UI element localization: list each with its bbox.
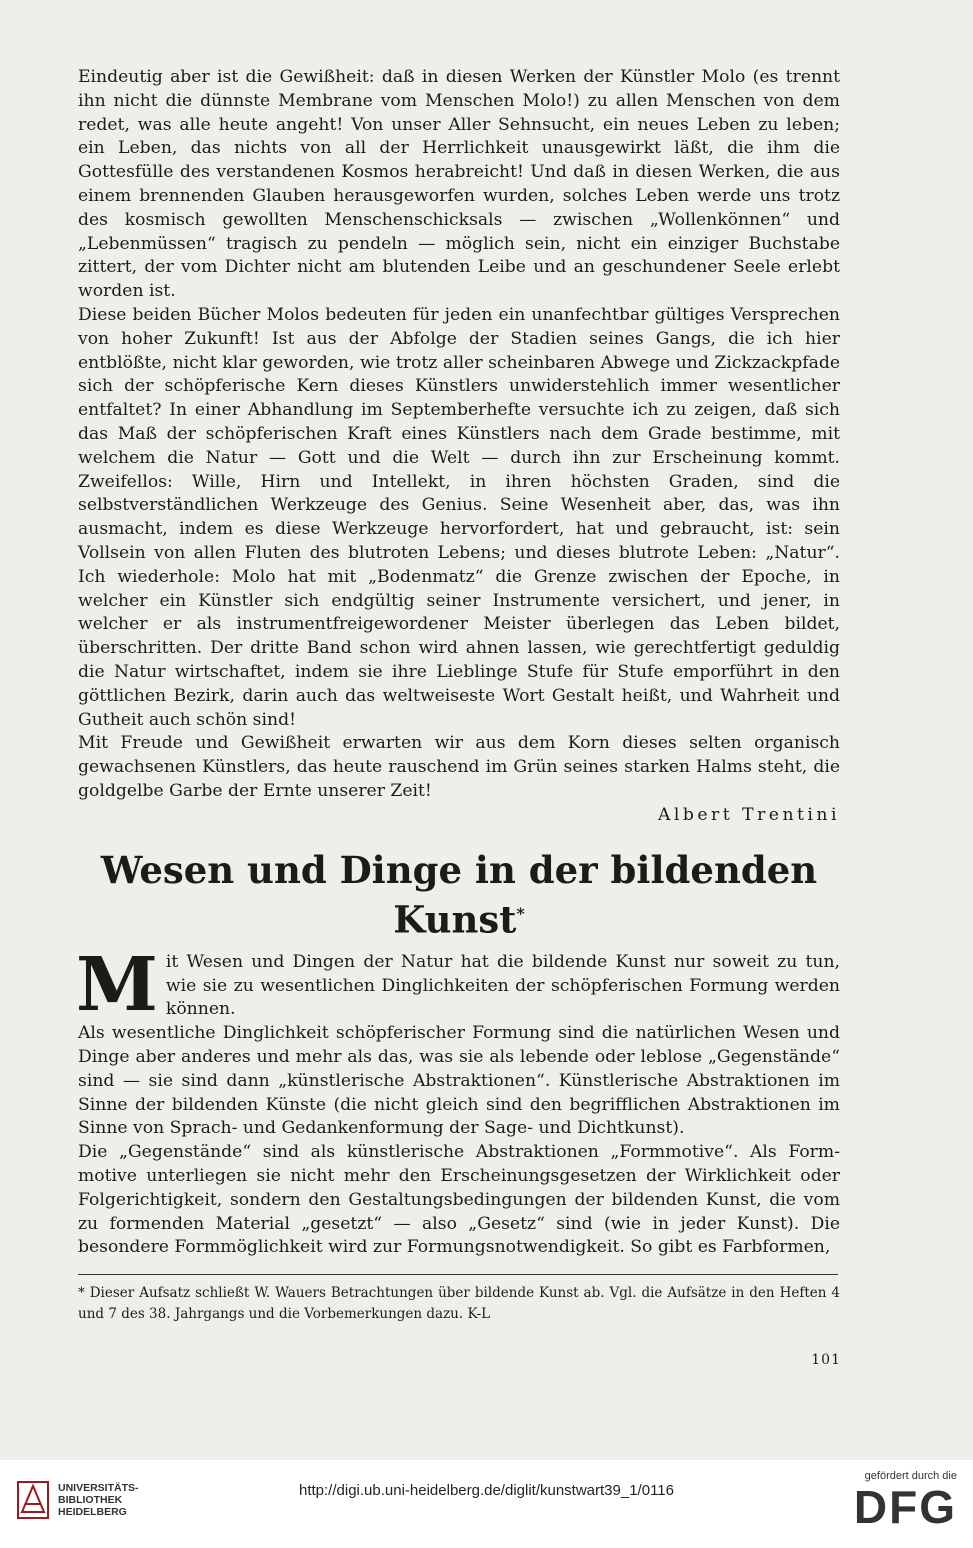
article1-signature <box>78 804 840 828</box>
footnote: * Dieser Aufsatz schließt W. Wauers Betrachtungen über bildende Kunst ab. Vgl. die Aufsätze in den Heften 4 und 7 des 38. Jahrgangs und die Vorbemerkungen dazu. K-L <box>78 1285 840 1323</box>
article1-paragraph-3: Mit Freude und Gewißheit erwarten wir aus dem Korn dieses selten organisch gewachsenen Künstlers, das heute rauschend im Grün seines starken Halms steht, die goldgelbe Garbe der Ernte unserer Zeit! <box>78 733 840 801</box>
article2-intro <box>76 941 840 1028</box>
article2-paragraph-1: it Wesen und Dingen der Natur hat die bildende Kunst nur soweit zu tun, wie sie zu wesentlichen Dinglichkeiten der schöpferischen Formung werden können. <box>165 951 840 1020</box>
page-number: 101 <box>811 1352 841 1368</box>
text-column <box>78 66 840 1325</box>
article2-title <box>78 848 840 941</box>
drop-cap: M <box>76 941 158 1028</box>
article1-paragraph-1: Eindeutig aber ist die Gewißheit: daß in diesen Werken der Künstler Molo (es trennt ihn nicht die dünnste Membrane vom Menschen Molo!) zu allen Menschen von dem redet, was alle heute angeht! Von unser Aller Sehnsucht, ein neues Leben zu leben; ein Leben, das nichts von all der Herrlichkeit unausgewirkt läßt, die ihm die Gottesfülle des verstandenen Kosmos herabreicht! Und daß in diesen Werken, die aus einem brennenden Glauben herausgeworfen wurden, solches Leben werde uns trotz des kosmisch gewollten Menschenschicksals — zwischen „Wollenkönnen“ und „Lebenmüssen“ tragisch zu pendeln — möglich sein, nicht ein einziger Buchstabe zittert, der vom Dichter nicht am blutenden Leibe und an geschundener Seele erlebt worden ist. <box>78 67 840 302</box>
footnote-divider <box>78 1274 838 1275</box>
article2-paragraph-3: Die „Gegenstände“ sind als künstlerische Abstraktionen „Formmotive“. Als Formmotive unterliegen sie nicht mehr den Erscheinungsgesetzen der Wirklichkeit oder Folgerichtigkeit, sondern den Gestaltungsbedingungen der bildenden Kunst, die vom zu formenden Material „gesetzt“ — also „Gesetz“ sind (wie in jeder Kunst). Die besondere Formmöglichkeit wird zur Formungsnotwendigkeit. So gibt es Farbformen, <box>78 1142 840 1258</box>
article2-title-text: Wesen und Dinge in der bildenden Kunst <box>100 847 818 941</box>
sponsor-label: gefördert durch die <box>864 1470 957 1482</box>
dfg-logo[interactable] <box>854 1470 957 1532</box>
library-line-2: BIBLIOTHEK <box>58 1494 123 1506</box>
digitization-footer <box>0 1460 973 1548</box>
footnote-marker: * <box>516 903 525 923</box>
article1-paragraph-2: Diese beiden Bücher Molos bedeuten für jeden ein unanfechtbar gültiges Versprechen von hoher Zukunft! Ist aus der Abfolge der Stadien seines Gangs, die ich hier entblößte, nicht klar geworden, wie trotz aller scheinbaren Abwege und Zickzackpfade sich der schöpferische Kern dieses Künstlers unwiderstehlich immer wesentlicher entfaltet? In einer Abhandlung im Septemberhefte versuchte ich zu zeigen, daß sich das Maß der schöpferischen Kraft eines Künstlers nach dem Grade bestimme, mit welchem die Natur — Gott und die Welt — durch ihn zur Erscheinung kommt. Zweifellos: Wille, Hirn und Intellekt, in ihren höchsten Graden, sind die selbstverständlichen Werkzeuge des Genius. Seine Wesenheit aber, das, was ihn ausmacht, indem es diese Werkzeuge hervorfordert, hat und gebraucht, ist: sein Vollsein von allen Fluten des blutroten Lebens; und dieses blutrote Leben: „Natur“. Ich wiederhole: Molo hat mit „Bodenmatz“ die Grenze zwischen der Epoche, in welcher ein Künstler sich endgültig seiner Instrumente versichert, und jener, in welcher er als instrumentfreigewordener Meister überlegen das Leben bildet, überschritten. Der dritte Band schon wird ahnen lassen, wie gerechtfertigt geduldig die Natur wirtschaftet, indem sie ihre Lieblinge Stufe für Stufe emporführt in den göttlichen Bezirk, darin auch das weltweiseste Wort Gestalt heißt, und Wahrheit und Gutheit auch schön sind! <box>78 304 840 730</box>
sponsor-name: DFG <box>853 1481 957 1533</box>
article2-paragraph-2: Als wesentliche Dinglichkeit schöpferischer Formung sind die natürlichen Wesen und Dinge aber anderes und mehr als das, was sie als lebende oder leblose „Gegenstände“ sind — sie sind dann „künstlerische Abstraktionen“. Künstlerische Abstraktionen im Sinne der bildenden Künste (die nicht gleich sind den begrifflichen Abstraktionen im Sinne von Sprach- und Gedankenformung der Sage- und Dichtkunst). <box>78 1023 840 1139</box>
author-name: Albert Trentini <box>657 804 840 825</box>
page-url-link[interactable]: http://digi.ub.uni-heidelberg.de/diglit/kunstwart39_1/0116 <box>299 1482 674 1499</box>
library-line-3: HEIDELBERG <box>58 1506 127 1518</box>
library-line-1: UNIVERSITÄTS- <box>58 1482 139 1494</box>
